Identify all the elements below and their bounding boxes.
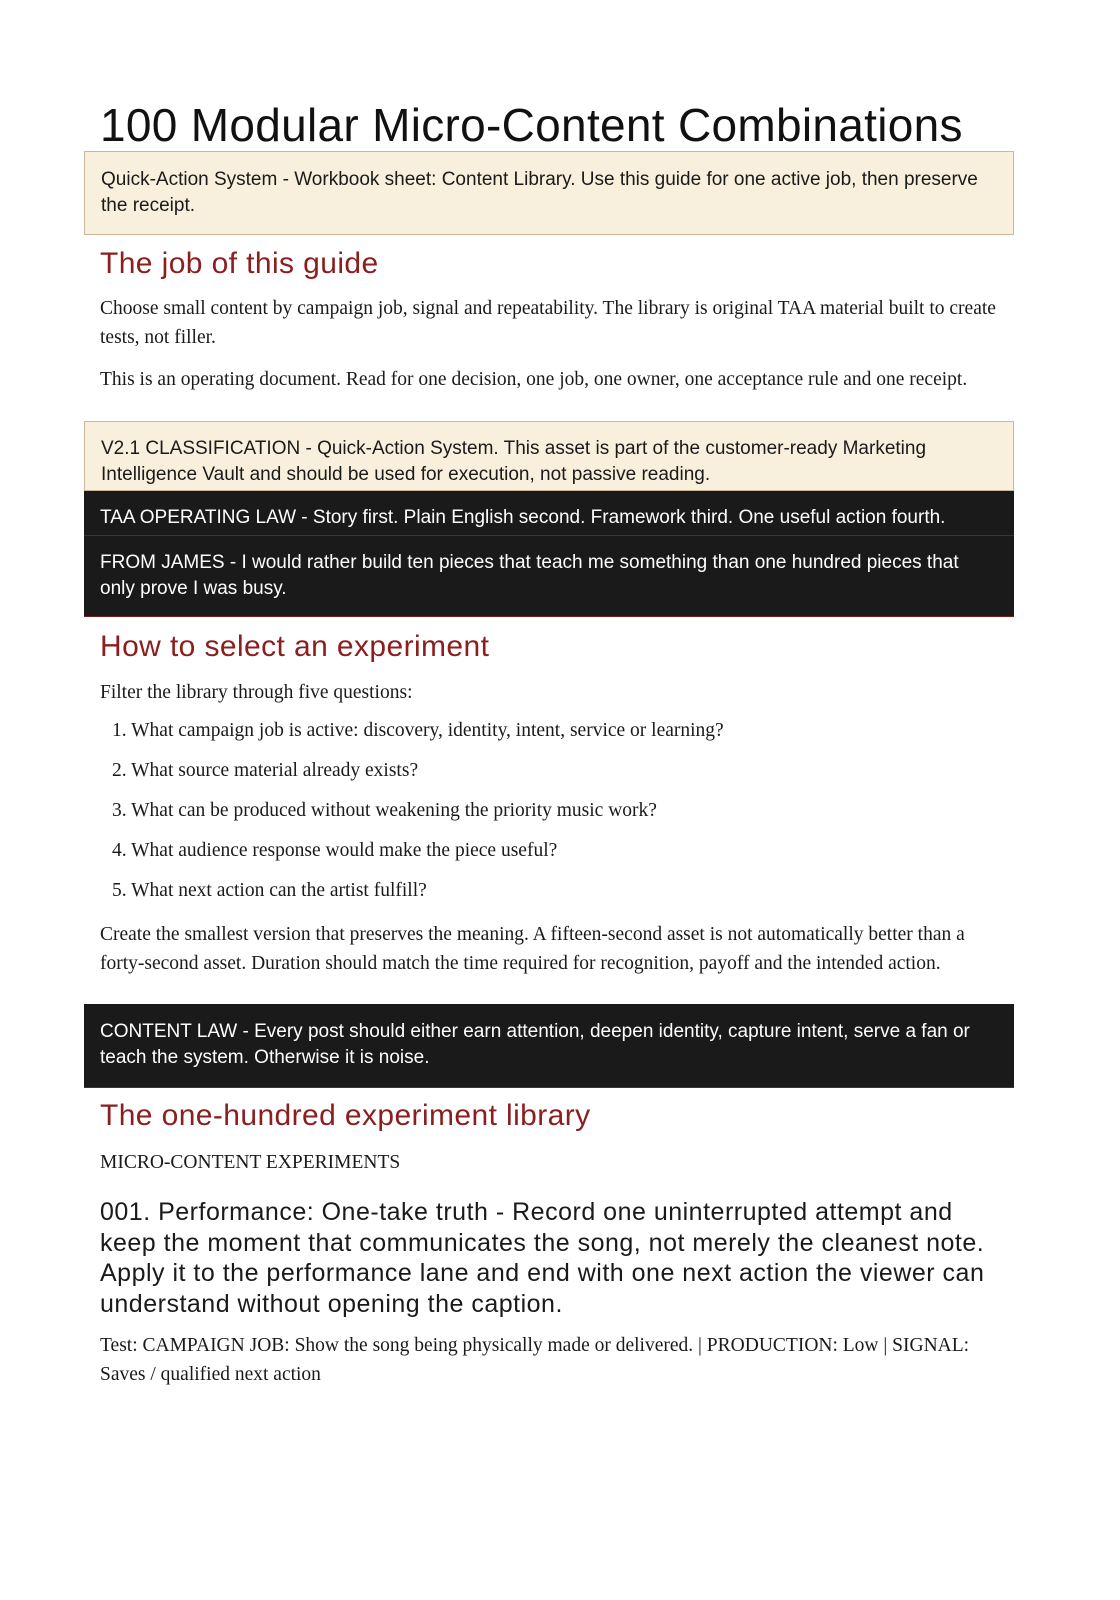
intro-callout-text: Quick-Action System - Workbook sheet: Content Library. Use this guide for one active job, then preserve the receipt.: [101, 169, 978, 216]
section-heading-job: The job of this guide: [100, 247, 379, 280]
experiment-test: Test: CAMPAIGN JOB: Show the song being physically made or delivered. | PRODUCTION: Low | SIGNAL: Saves / qualified next action: [100, 1335, 970, 1385]
paragraph: Choose small content by campaign job, signal and repeatability. The library is original TAA material built to create tests, not filler.: [100, 298, 996, 348]
content-law-text: CONTENT LAW - Every post should either earn attention, deepen identity, capture intent, serve a fan or teach the system. Otherwise it is noise.: [100, 1021, 970, 1068]
intro-callout: [84, 151, 1014, 235]
list-item: 5. What next action can the artist fulfill?: [112, 880, 427, 901]
operating-law-text: TAA OPERATING LAW - Story first. Plain English second. Framework third. One useful action fourth.: [100, 507, 946, 528]
page-title: 100 Modular Micro-Content Combinations: [100, 99, 963, 151]
library-label: MICRO-CONTENT EXPERIMENTS: [100, 1152, 401, 1173]
list-item: 3. What can be produced without weakening the priority music work?: [112, 800, 657, 821]
paragraph: Filter the library through five questions:: [100, 682, 413, 703]
classification-text: V2.1 CLASSIFICATION - Quick-Action System. This asset is part of the customer-ready Marketing Intelligence Vault and should be used for execution, not passive reading.: [101, 438, 927, 485]
operating-law-callout: [84, 491, 1014, 617]
list-item: 1. What campaign job is active: discovery, identity, intent, service or learning?: [112, 720, 724, 741]
section-heading-library: The one-hundred experiment library: [100, 1099, 591, 1132]
classification-callout: [84, 421, 1014, 491]
list-item: 4. What audience response would make the piece useful?: [112, 840, 558, 861]
paragraph: Create the smallest version that preserves the meaning. A fifteen-second asset is not automatically better than a forty-second asset. Duration should match the time required for recognition, payoff and the intended action.: [100, 924, 965, 974]
experiment-title: 001. Performance: One-take truth - Record one uninterrupted attempt and keep the moment that communicates the song, not merely the cleanest note. Apply it to the performance lane and end with one next action the viewer can understand without opening the caption.: [100, 1198, 985, 1318]
list-item: 2. What source material already exists?: [112, 760, 419, 781]
paragraph: This is an operating document. Read for one decision, one job, one owner, one acceptance rule and one receipt.: [100, 369, 968, 390]
from-james-text: FROM JAMES - I would rather build ten pieces that teach me something than one hundred pieces that only prove I was busy.: [100, 552, 959, 599]
section-heading-select: How to select an experiment: [100, 630, 490, 663]
content-law-callout: [84, 1004, 1014, 1088]
